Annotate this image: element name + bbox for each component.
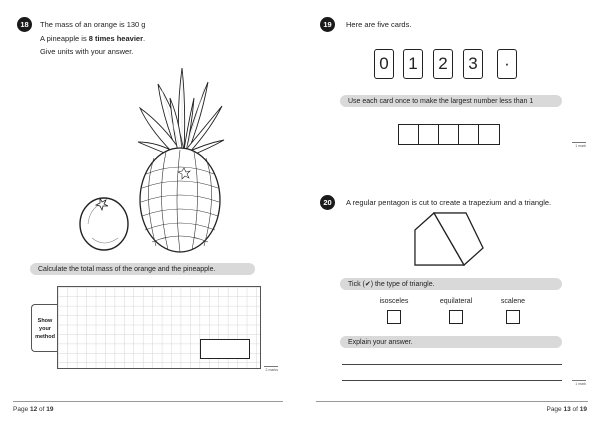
q18-line-3: Give units with your answer. — [40, 47, 134, 56]
answer-cell[interactable] — [419, 125, 439, 144]
question-20-number: 20 — [320, 195, 335, 210]
orange-illustration — [78, 190, 132, 252]
footer-of: of — [570, 406, 580, 413]
show-your-method-tab — [31, 304, 58, 352]
q20-explain-bar: Explain your answer. — [340, 336, 562, 348]
q18-answer-box[interactable] — [200, 339, 250, 359]
q18-instruction-bar: Calculate the total mass of the orange and the pineapple. — [30, 263, 255, 275]
answer-line-1[interactable] — [342, 364, 562, 365]
q19-instruction-bar: Use each card once to make the largest number less than 1 — [340, 95, 562, 107]
q19-answer-cells[interactable] — [398, 124, 500, 145]
q20-tick-instruction-bar: Tick (✔) the type of triangle. — [340, 278, 562, 290]
q19-prompt: Here are five cards. — [346, 20, 412, 29]
option-label-scalene: scalene — [500, 298, 526, 305]
option-label-equilateral: equilateral — [439, 298, 473, 305]
footer-page-number: 13 — [563, 406, 571, 413]
method-tab-line-3: method — [35, 334, 55, 340]
answer-cell[interactable] — [479, 125, 499, 144]
right-footer-rule — [316, 401, 588, 402]
card-1: 1 — [403, 49, 423, 79]
right-page — [300, 0, 600, 424]
left-footer-rule — [13, 401, 283, 402]
card-2: 2 — [433, 49, 453, 79]
card-decimal-point: · — [497, 49, 517, 79]
footer-total-pages: 19 — [579, 406, 587, 413]
footer-page-number: 12 — [30, 406, 38, 413]
method-tab-line-2: your — [39, 326, 51, 332]
q18-marks: 2 marks — [265, 368, 278, 372]
answer-cell[interactable] — [439, 125, 459, 144]
method-tab-line-1: Show — [37, 318, 53, 324]
left-page-footer — [13, 406, 54, 413]
q20-prompt: A regular pentagon is cut to create a trapezium and a triangle. — [346, 198, 552, 207]
pineapple-illustration — [132, 64, 228, 254]
q18-line-2-bold: 8 times heavier — [88, 34, 143, 43]
q18-line-2-end: . — [143, 34, 146, 43]
question-18-number: 18 — [17, 17, 32, 32]
q19-marks: 1 mark — [572, 142, 586, 148]
answer-cell[interactable] — [459, 125, 479, 144]
q18-line-2 — [40, 34, 145, 43]
answer-cell[interactable] — [399, 125, 419, 144]
answer-line-2[interactable] — [342, 380, 562, 381]
footer-total-pages: 19 — [46, 406, 54, 413]
right-page-footer — [546, 406, 587, 413]
card-3: 3 — [463, 49, 483, 79]
footer-prefix: Page — [546, 406, 564, 413]
q18-line-1: The mass of an orange is 130 g — [40, 20, 146, 29]
tickbox-equilateral[interactable] — [449, 310, 463, 324]
tickbox-scalene[interactable] — [506, 310, 520, 324]
q18-line-2-start: A pineapple is — [40, 34, 89, 43]
footer-prefix: Page — [13, 406, 30, 413]
card-0: 0 — [374, 49, 394, 79]
pentagon-diagram — [412, 210, 486, 268]
q20-marks: 1 mark — [572, 380, 586, 386]
tickbox-isosceles[interactable] — [387, 310, 401, 324]
question-19-number: 19 — [320, 17, 335, 32]
footer-of: of — [37, 406, 47, 413]
option-label-isosceles: isosceles — [379, 298, 409, 305]
